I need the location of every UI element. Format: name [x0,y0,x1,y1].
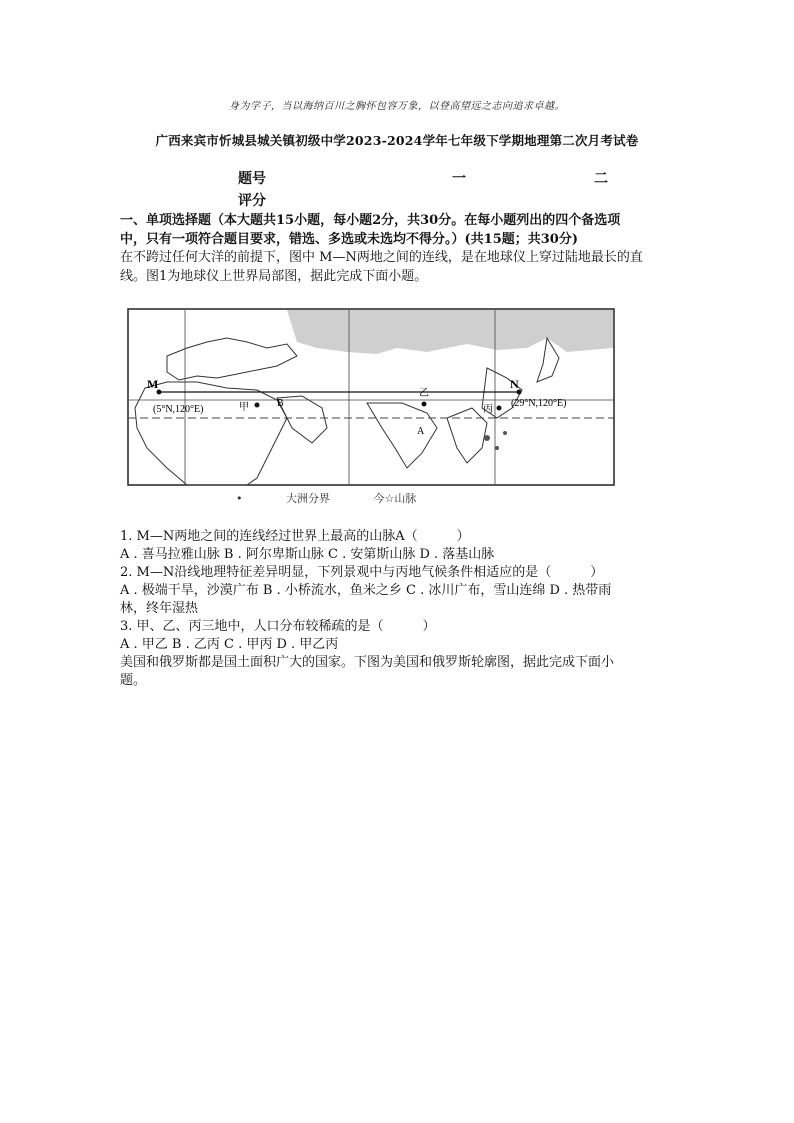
score-col-2: 二 [594,171,608,187]
label-coord-right: (29°N,120°E) [511,398,567,409]
question-2-options: A . 极端干旱，沙漠广布 B . 小桥流水，鱼米之乡 C . 冰川广布，雪山连绵 D . 热带雨 [120,583,612,598]
point-jia [255,403,260,408]
label-n: N [510,377,519,391]
island [495,446,499,450]
score-row-number [238,168,658,190]
label-bing: 丙 [483,404,493,415]
world-map-figure [127,308,615,486]
label-coord-left: (5°N,120°E) [153,404,204,415]
section-intro-2-cont: 题。 [120,673,147,688]
question-1: 1. M—N两地之间的连线经过世界上最高的山脉A（ ） [120,529,470,544]
page-title: 广西来宾市忻城县城关镇初级中学2023-2024学年七年级下学期地理第二次月考试卷 [155,133,639,148]
northern-shading [287,310,613,354]
section-intro [120,248,680,286]
question-1-options: A . 喜马拉雅山脉 B . 阿尔卑斯山脉 C . 安第斯山脉 D . 落基山脉 [120,547,495,562]
question-3: 3. 甲、乙、丙三地中，人口分布较稀疏的是（ ） [120,619,436,634]
section-intro-2: 美国和俄罗斯都是国土面积广大的国家。下图为美国和俄罗斯轮廓图，据此完成下面小 [120,655,615,670]
score-row-label: 评分 [238,193,266,209]
question-3-options: A . 甲乙 B . 乙丙 C . 甲丙 D . 甲乙丙 [120,637,339,652]
section-heading-line: 中，只有一项符合题目要求，错选、多选或未选均不得分。）(共15题；共30分) [120,232,578,247]
intro-line: 线。图1为地球仪上世界局部图，据此完成下面小题。 [120,269,428,284]
legend-mountain: 今☆山脉 [373,492,417,505]
island [484,435,490,441]
world-map [127,308,615,486]
map-legend [236,490,456,506]
motto: 身为学子，当以海纳百川之胸怀包容万象，以登高望远之志向追求卓越。 [229,101,565,112]
label-b: B [277,398,284,409]
label-yi: 乙 [419,388,429,399]
score-row-score [238,190,658,212]
legend-dot: • [236,492,243,505]
label-jia: 甲 [239,402,249,413]
label-a: A [417,426,425,437]
label-m: M [147,377,159,391]
point-bing [497,406,502,411]
point-yi [422,402,427,407]
section-heading-line: 一、单项选择题（本大题共15小题，每小题2分，共30分。在每小题列出的四个备选项 [120,213,621,228]
question-2-options-cont: 林，终年湿热 [120,601,199,616]
score-col-1: 一 [452,171,466,187]
score-table [238,168,658,212]
question-2: 2. M—N沿线地理特征差异明显，下列景观中与丙地气候条件相适应的是（ ） [120,565,604,580]
score-row-label: 题号 [238,171,266,187]
section-heading [120,211,680,249]
island [503,431,507,435]
legend-continent-boundary: 大洲分界 [286,492,330,505]
intro-line: 在不跨过任何大洋的前提下，图中 M—N两地之间的连线，是在地球仪上穿过陆地最长的直 [120,250,643,265]
